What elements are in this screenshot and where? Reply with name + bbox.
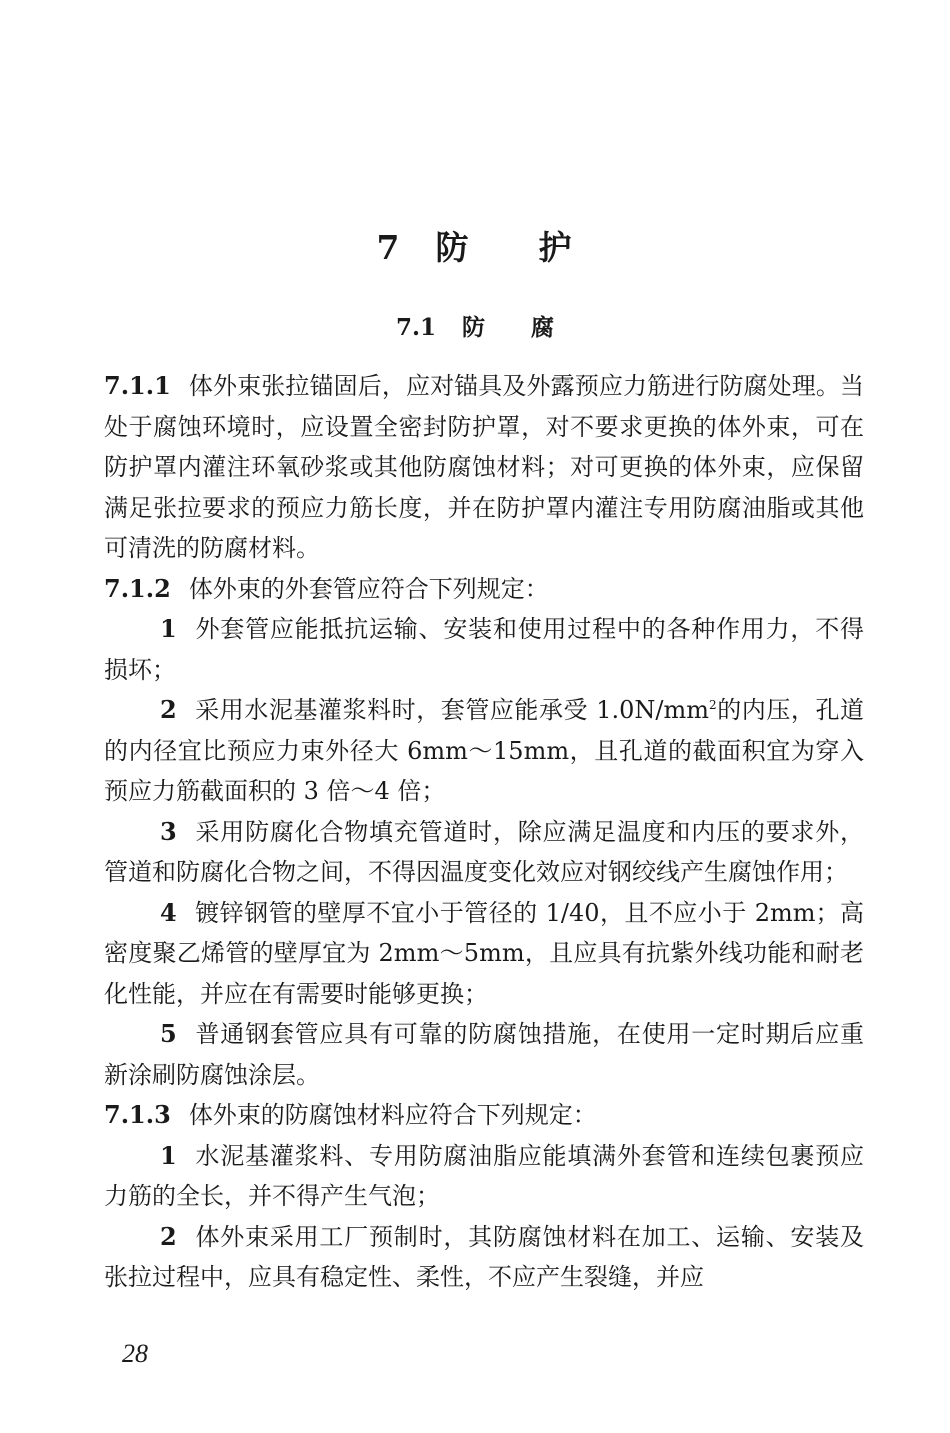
item-number: 4 <box>160 897 177 927</box>
list-item <box>104 609 864 690</box>
item-text-after: 的内压，孔道的内径宜比预应力束外径大 6mm～15mm，且孔道的截面积宜为穿入预应力筋截面积的 3 倍～4 倍； <box>104 696 864 805</box>
item-number: 3 <box>160 816 177 846</box>
chapter-title <box>0 222 950 274</box>
clause-7-1-3 <box>104 1095 864 1136</box>
item-text: 体外束采用工厂预制时，其防腐蚀材料在加工、运输、安装及张拉过程中，应具有稳定性、柔性，不应产生裂缝，并应 <box>104 1222 864 1291</box>
list-item <box>104 1014 864 1095</box>
item-text: 外套管应能抵抗运输、安装和使用过程中的各种作用力，不得损坏； <box>104 615 864 684</box>
clause-number: 7.1.3 <box>104 1100 171 1129</box>
item-text: 采用防腐化合物填充管道时，除应满足温度和内压的要求外，管道和防腐化合物之间，不得因温度变化效应对钢绞线产生腐蚀作用； <box>104 817 864 886</box>
item-number: 2 <box>160 1221 177 1251</box>
list-item <box>104 812 864 893</box>
section-number: 7.1 <box>395 314 436 341</box>
clause-text: 体外束的外套管应符合下列规定： <box>188 574 549 603</box>
list-item <box>104 1217 864 1298</box>
body-text <box>104 366 864 1298</box>
clause-7-1-2 <box>104 569 864 610</box>
item-text: 水泥基灌浆料、专用防腐油脂应能填满外套管和连续包裹预应力筋的全长，并不得产生气泡； <box>104 1141 864 1210</box>
section-title-part-2: 腐 <box>531 314 554 341</box>
item-number: 1 <box>160 1140 177 1170</box>
clause-number: 7.1.1 <box>104 371 171 400</box>
list-item <box>104 893 864 1015</box>
list-item <box>104 1136 864 1217</box>
list-item <box>104 690 864 812</box>
clause-text: 体外束的防腐蚀材料应符合下列规定： <box>188 1101 597 1129</box>
item-number: 1 <box>160 614 177 643</box>
item-number: 5 <box>160 1019 177 1048</box>
section-title <box>0 308 950 348</box>
item-text: 镀锌钢管的壁厚不宜小于管径的 1/40，且不应小于 2mm；高密度聚乙烯管的壁厚宜为 2mm～5mm，且应具有抗紫外线功能和耐老化性能，并应在有需要时能够更换； <box>104 898 864 1008</box>
clause-text: 体外束张拉锚固后，应对锚具及外露预应力筋进行防腐处理。当处于腐蚀环境时，应设置全密封防护罩，对不要求更换的体外束，可在防护罩内灌注环氧砂浆或其他防腐蚀材料；对可更换的体外束，应保留满足张拉要求的预应力筋长度，并在防护罩内灌注专用防腐油脂或其他可清洗的防腐材料。 <box>104 372 864 562</box>
clause-7-1-1 <box>104 366 864 569</box>
chapter-title-part-2: 护 <box>538 228 574 267</box>
item-text-before: 采用水泥基灌浆料时，套管应能承受 1.0N/mm <box>194 696 710 724</box>
section-title-part-1: 防 <box>462 314 485 341</box>
item-number: 2 <box>160 695 177 724</box>
chapter-number: 7 <box>376 228 402 267</box>
page-number: 28 <box>122 1339 148 1368</box>
superscript: 2 <box>709 698 717 712</box>
clause-number: 7.1.2 <box>104 573 171 603</box>
item-text: 普通钢套管应具有可靠的防腐蚀措施，在使用一定时期后应重新涂刷防腐蚀涂层。 <box>104 1020 864 1089</box>
chapter-title-part-1: 防 <box>435 228 471 267</box>
